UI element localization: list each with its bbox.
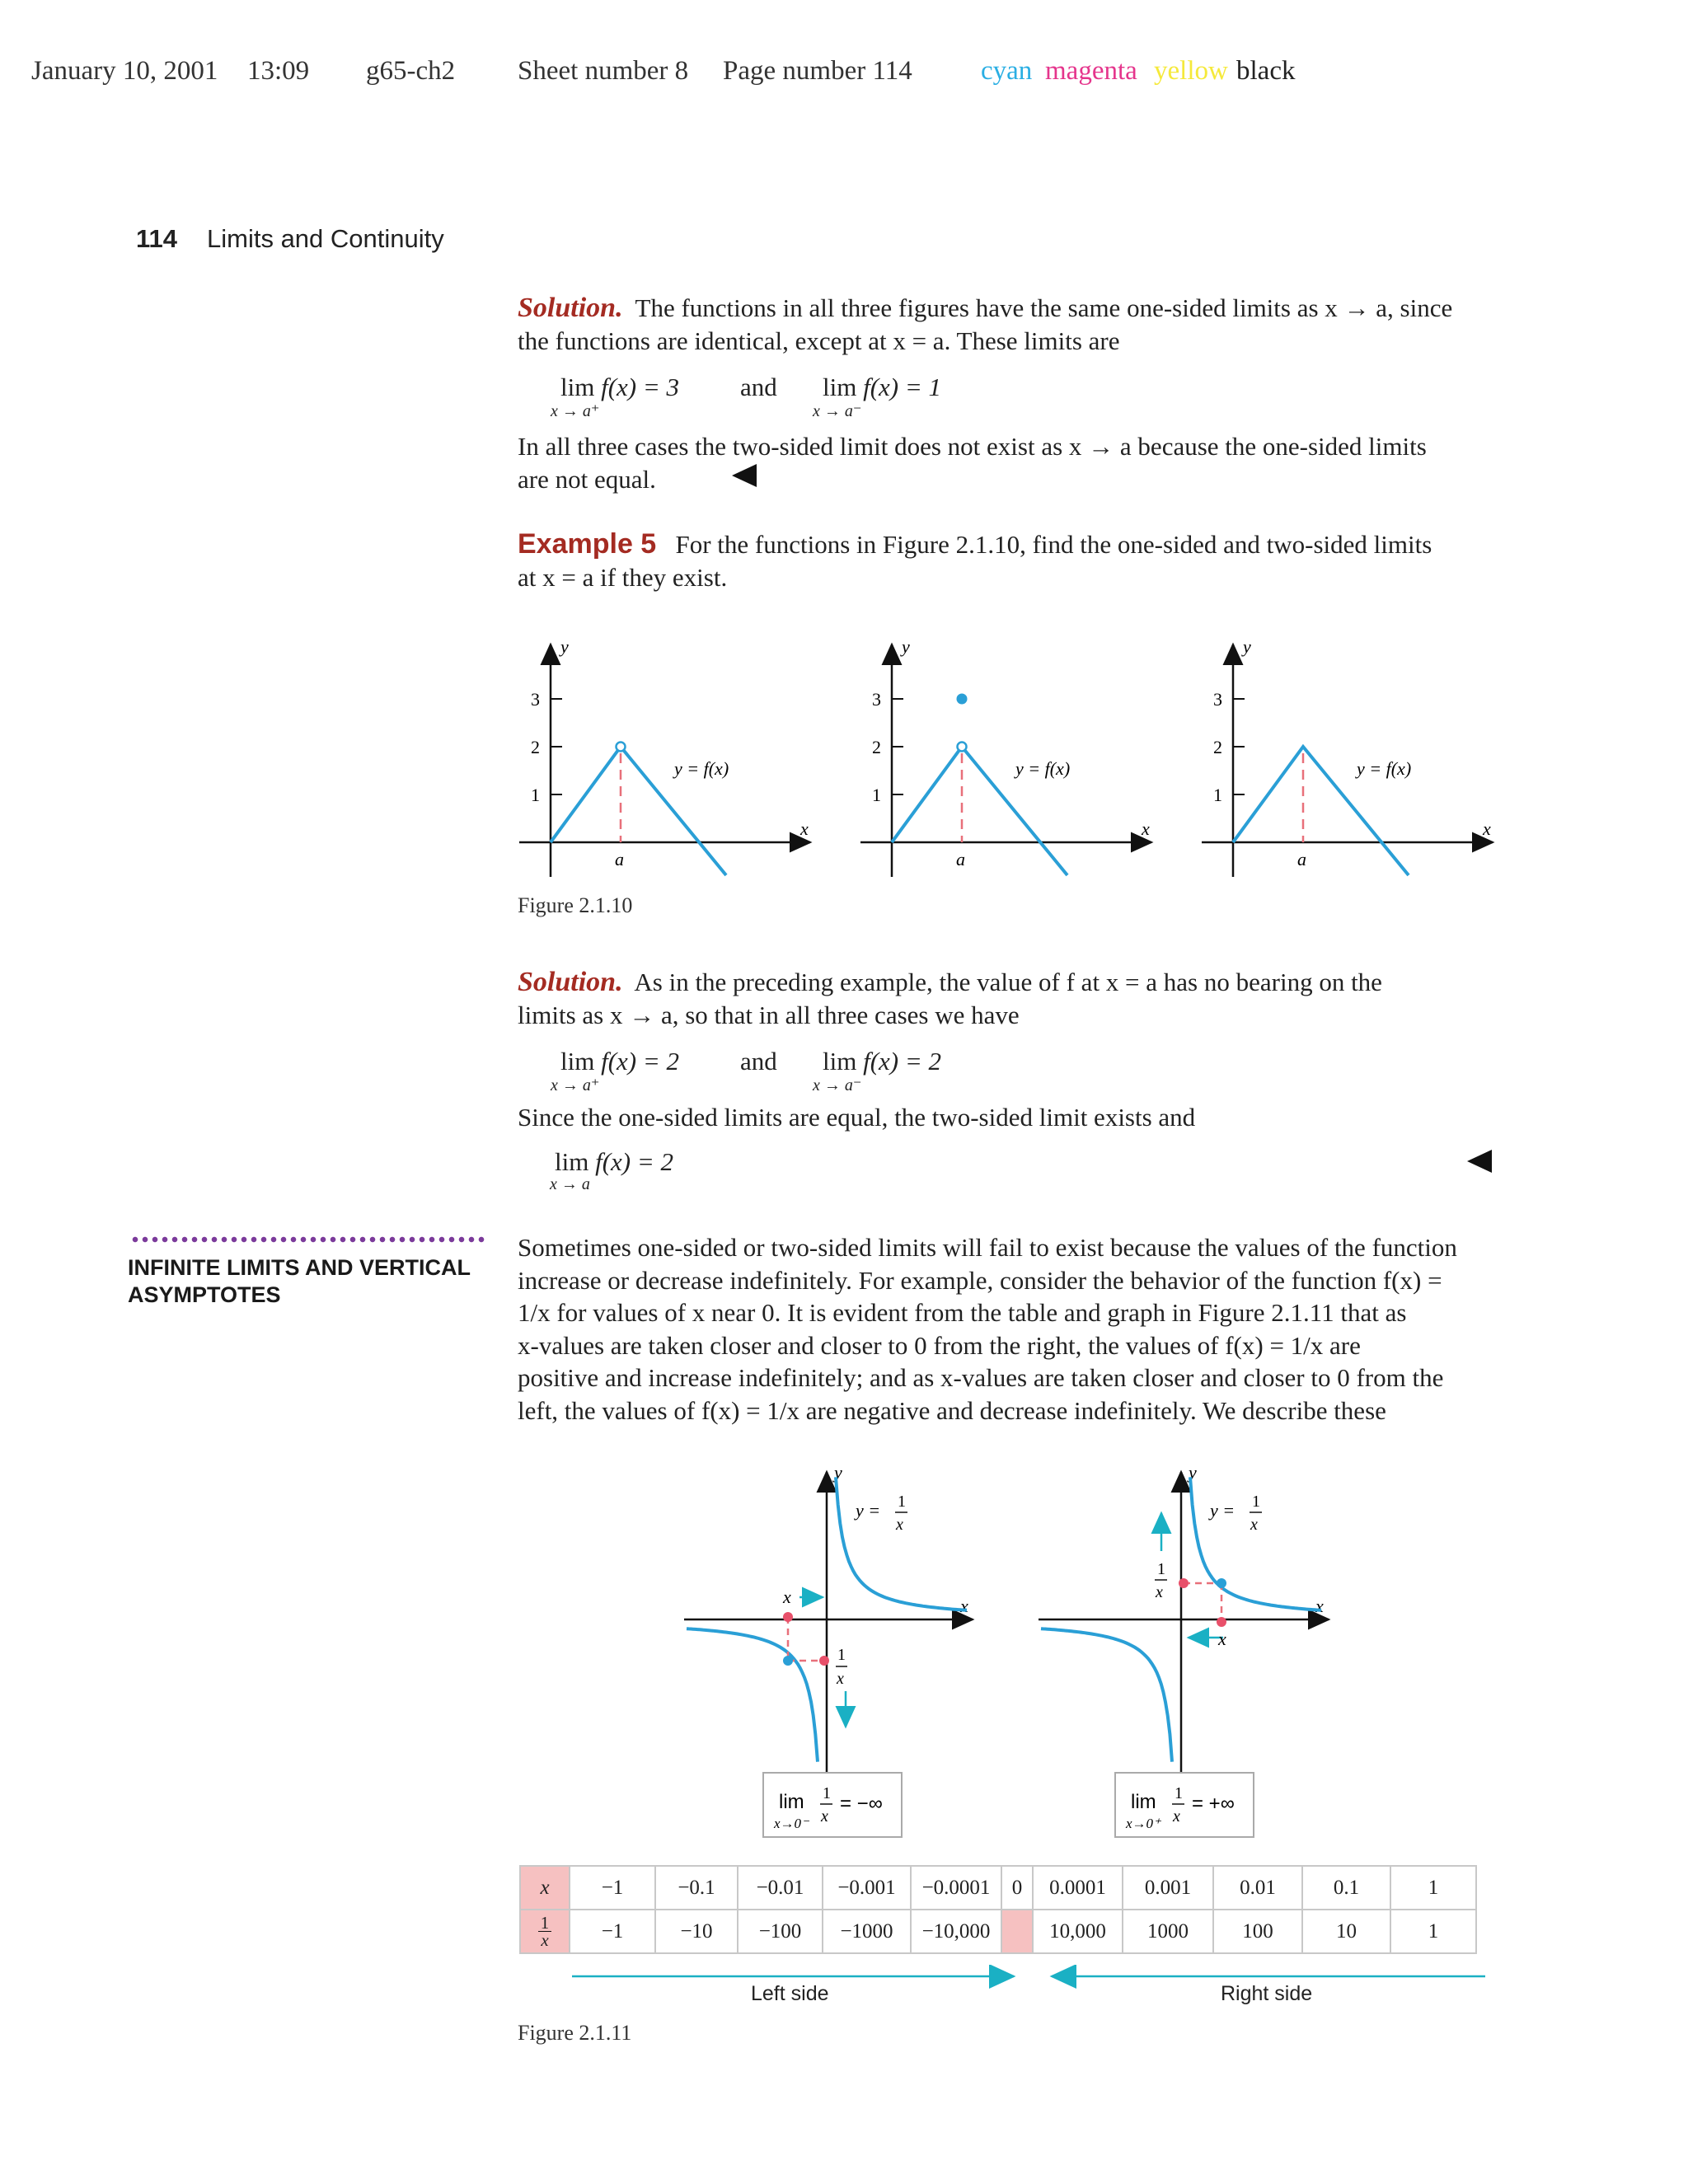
x-axis-label: x bbox=[1315, 1596, 1324, 1616]
solution2-line1: As in the preceding example, the value of f at x = a has no bearing on the bbox=[634, 968, 1382, 996]
curve-label: y = f(x) bbox=[674, 758, 729, 779]
y-tick-label: 2 bbox=[872, 737, 881, 757]
section-line-4: x-values are taken closer and closer to 0 from the right, the values of f(x) = 1/x are bbox=[518, 1330, 1361, 1360]
section-heading-line2: ASYMPTOTES bbox=[128, 1282, 281, 1307]
point-on-curve bbox=[1217, 1578, 1226, 1588]
y-tick-label: 1 bbox=[1213, 785, 1222, 805]
table-cell: −1 bbox=[570, 1866, 655, 1910]
header-file: g65-ch2 bbox=[366, 56, 456, 86]
point-on-curve bbox=[783, 1656, 793, 1666]
limit-box-right-sub: x→0⁺ bbox=[1126, 1816, 1161, 1831]
table-cell: −1 bbox=[570, 1910, 655, 1953]
example5-line2: at x = a if they exist. bbox=[518, 563, 728, 592]
table-header-x: x bbox=[520, 1866, 570, 1910]
solution2-text bbox=[518, 966, 1492, 1032]
filled-point-at-a bbox=[957, 694, 968, 705]
y-tick-label: 1 bbox=[531, 785, 540, 805]
table-cell: 1000 bbox=[1123, 1910, 1213, 1953]
section-line-6: left, the values of f(x) = 1/x are negative and decrease indefinitely. We describe these bbox=[518, 1395, 1386, 1425]
section-heading-line1: INFINITE LIMITS AND VERTICAL bbox=[128, 1255, 471, 1280]
section-paragraph bbox=[518, 1231, 1492, 1427]
left-side-label: Left side bbox=[751, 1982, 829, 2005]
table-header-reciprocal: 1 x bbox=[520, 1910, 570, 1953]
table-cell: 0.0001 bbox=[1033, 1866, 1123, 1910]
table-cell: −0.1 bbox=[655, 1866, 738, 1910]
values-table bbox=[519, 1865, 1477, 1954]
point-x-on-axis bbox=[1217, 1617, 1226, 1627]
right-side-label: Right side bbox=[1221, 1982, 1313, 2005]
figure-2-1-10 bbox=[511, 626, 1500, 898]
y-tick-label: 3 bbox=[872, 689, 881, 710]
table-cell: 0.01 bbox=[1213, 1866, 1302, 1910]
svg-text:x: x bbox=[896, 1516, 903, 1534]
table-row-x bbox=[520, 1866, 1476, 1910]
solution1-and: and bbox=[740, 373, 777, 401]
solution2-limit-left-sub: x → a⁻ bbox=[813, 1076, 862, 1094]
section-line-3: 1/x for values of x near 0. It is evident from the table and graph in Figure 2.1.11 that as bbox=[518, 1298, 1407, 1327]
open-point-at-a bbox=[958, 743, 967, 752]
graph-right-side-limit bbox=[1039, 1462, 1329, 1788]
graph-2 bbox=[860, 636, 1151, 877]
y-axis-label: y bbox=[560, 636, 569, 657]
x-axis-label: x bbox=[1483, 818, 1491, 839]
solution1-label: Solution. bbox=[518, 293, 623, 323]
solution2-after: Since the one-sided limits are equal, the two-sided limit exists and bbox=[518, 1103, 1196, 1132]
limit-box-left bbox=[762, 1772, 903, 1838]
curve-label: y = bbox=[856, 1500, 881, 1521]
point-x-on-axis bbox=[783, 1612, 793, 1622]
solution2-limit-two-sided: lim x → a f(x) = 2 bbox=[550, 1147, 674, 1193]
header-time: 13:09 bbox=[247, 56, 310, 86]
y-tick-label: 2 bbox=[1213, 737, 1222, 757]
table-cell: −10 bbox=[655, 1910, 738, 1953]
y-tick-label: 2 bbox=[531, 737, 540, 757]
point-reciprocal-on-axis bbox=[1179, 1578, 1189, 1588]
open-point-at-a bbox=[617, 743, 626, 752]
x-axis-label: x bbox=[960, 1596, 968, 1616]
example5-line1: For the functions in Figure 2.1.10, find the one-sided and two-sided limits bbox=[675, 530, 1432, 559]
fraction-numerator: 1 bbox=[837, 1646, 846, 1664]
y-axis-label: y bbox=[1243, 636, 1251, 657]
curve-label: y = f(x) bbox=[1015, 758, 1071, 779]
point-reciprocal-on-axis bbox=[819, 1656, 829, 1666]
header-date: January 10, 2001 bbox=[31, 56, 218, 86]
fraction-denominator: x bbox=[837, 1670, 844, 1688]
figure-2-1-10-caption: Figure 2.1.10 bbox=[518, 893, 633, 917]
table-cell: −100 bbox=[738, 1910, 823, 1953]
svg-text:lim: lim bbox=[1131, 1791, 1156, 1813]
solution2-limit-left-value: f(x) = 2 bbox=[863, 1047, 942, 1076]
table-cell: 100 bbox=[1213, 1910, 1302, 1953]
table-cell: −0.001 bbox=[823, 1866, 911, 1910]
limit-box-left-sub: x→0⁻ bbox=[774, 1816, 809, 1831]
table-side-arrows bbox=[569, 1965, 1500, 1990]
y-tick-label: 3 bbox=[1213, 689, 1222, 710]
table-cell: 0.1 bbox=[1302, 1866, 1390, 1910]
end-of-solution-marker bbox=[732, 464, 757, 487]
solution1-line2: the functions are identical, except at x = a. These limits are bbox=[518, 326, 1120, 355]
header-page: Page number 114 bbox=[723, 56, 912, 86]
section-line-2: increase or decrease indefinitely. For example, consider the behavior of the function f(x) = bbox=[518, 1265, 1442, 1295]
figure-2-1-11-caption: Figure 2.1.11 bbox=[518, 2021, 632, 2045]
end-of-solution-marker-2 bbox=[1467, 1150, 1492, 1173]
solution2-line2: limits as x → a, so that in all three cases we have bbox=[518, 1001, 1020, 1029]
solution2-limit-two-sided-sub: x → a bbox=[550, 1175, 590, 1193]
y-tick-label: 3 bbox=[531, 689, 540, 710]
table-cell: 0.001 bbox=[1123, 1866, 1213, 1910]
solution2-and: and bbox=[740, 1047, 777, 1076]
svg-text:x: x bbox=[1250, 1516, 1258, 1534]
table-cell: 10,000 bbox=[1033, 1910, 1123, 1953]
a-label: a bbox=[615, 849, 624, 869]
solution1-limit-left: lim x → a⁻ f(x) = 1 bbox=[813, 373, 942, 420]
limit-box-right bbox=[1114, 1772, 1254, 1838]
solution1-line1: The functions in all three figures have the same one-sided limits as x → a, since bbox=[635, 293, 1453, 322]
graph-1 bbox=[519, 636, 810, 877]
x-axis-label: x bbox=[800, 818, 809, 839]
section-line-1: Sometimes one-sided or two-sided limits will fail to exist because the values of the function bbox=[518, 1233, 1457, 1262]
header-sheet: Sheet number 8 bbox=[518, 56, 689, 86]
y-axis-label: y bbox=[902, 636, 910, 657]
y-axis-label: y bbox=[1189, 1462, 1197, 1483]
svg-text:x: x bbox=[1173, 1807, 1180, 1825]
fraction-numerator: 1 bbox=[1157, 1560, 1165, 1578]
solution1-after-line2: are not equal. bbox=[518, 465, 656, 494]
svg-text:x: x bbox=[821, 1807, 828, 1825]
solution2-limit-right-sub: x → a⁺ bbox=[551, 1076, 600, 1094]
solution2-limit-right-value: f(x) = 2 bbox=[601, 1047, 680, 1076]
y-tick-label: 1 bbox=[872, 785, 881, 805]
table-row-reciprocal bbox=[520, 1910, 1476, 1953]
svg-text:lim: lim bbox=[779, 1791, 804, 1813]
example5-label: Example 5 bbox=[518, 528, 657, 560]
svg-text:1: 1 bbox=[1175, 1784, 1183, 1802]
table-cell: −0.0001 bbox=[911, 1866, 1001, 1910]
example5-text bbox=[518, 527, 1492, 594]
table-cell: −1000 bbox=[823, 1910, 911, 1953]
header-color-magenta: magenta bbox=[1045, 56, 1137, 86]
table-cell: 1 bbox=[1390, 1866, 1476, 1910]
fraction-denominator: x bbox=[1156, 1583, 1163, 1601]
header-color-cyan: cyan bbox=[981, 56, 1033, 86]
solution1-limit-left-value: f(x) = 1 bbox=[863, 373, 942, 401]
curve-negative-branch bbox=[1041, 1629, 1172, 1762]
a-label: a bbox=[956, 849, 965, 869]
table-cell: 1 bbox=[1390, 1910, 1476, 1953]
svg-text:1: 1 bbox=[898, 1493, 906, 1511]
curve-label: y = bbox=[1210, 1500, 1236, 1521]
page-number: 114 bbox=[136, 224, 178, 253]
solution1-limit-right-sub: x → a⁺ bbox=[551, 402, 600, 420]
solution1-limit-left-sub: x → a⁻ bbox=[813, 402, 862, 420]
table-cell: −0.01 bbox=[738, 1866, 823, 1910]
limit-box-left-value: = −∞ bbox=[840, 1793, 883, 1815]
solution2-label: Solution. bbox=[518, 967, 623, 997]
header-color-black: black bbox=[1236, 56, 1296, 86]
moving-x-label: x bbox=[1218, 1629, 1226, 1649]
solution1-text bbox=[518, 292, 1492, 358]
x-axis-label: x bbox=[1142, 818, 1150, 839]
graph-3 bbox=[1202, 636, 1493, 877]
solution1-limit-right: lim x → a⁺ f(x) = 3 bbox=[551, 373, 680, 420]
svg-text:1: 1 bbox=[1252, 1493, 1260, 1511]
section-line-5: positive and increase indefinitely; and as x-values are taken closer and closer to 0 from the bbox=[518, 1363, 1444, 1392]
limit-box-right-value: = +∞ bbox=[1192, 1793, 1235, 1815]
table-cell-undefined bbox=[1001, 1910, 1033, 1953]
solution2-limit-left: lim x → a⁻ f(x) = 2 bbox=[813, 1047, 942, 1094]
chapter-title: Limits and Continuity bbox=[207, 224, 444, 253]
solution2-limit-two-sided-value: f(x) = 2 bbox=[595, 1147, 674, 1176]
table-cell: 0 bbox=[1001, 1866, 1033, 1910]
graph-left-side-limit bbox=[684, 1462, 973, 1788]
table-cell: 10 bbox=[1302, 1910, 1390, 1953]
moving-x-label: x bbox=[783, 1586, 791, 1607]
solution1-after bbox=[518, 430, 1492, 496]
solution1-after-line1: In all three cases the two-sided limit does not exist as x → a because the one-sided limits bbox=[518, 432, 1427, 461]
y-axis-label: y bbox=[834, 1462, 842, 1483]
solution1-limit-right-value: f(x) = 3 bbox=[601, 373, 680, 401]
table-cell: −10,000 bbox=[911, 1910, 1001, 1953]
section-dotted-rule bbox=[130, 1236, 485, 1243]
svg-text:1: 1 bbox=[823, 1784, 831, 1802]
a-label: a bbox=[1297, 849, 1306, 869]
curve-negative-branch bbox=[687, 1629, 818, 1762]
section-heading bbox=[128, 1254, 474, 1309]
curve-label: y = f(x) bbox=[1357, 758, 1412, 779]
solution2-limit-right: lim x → a⁺ f(x) = 2 bbox=[551, 1047, 680, 1094]
header-color-yellow: yellow bbox=[1154, 56, 1228, 86]
